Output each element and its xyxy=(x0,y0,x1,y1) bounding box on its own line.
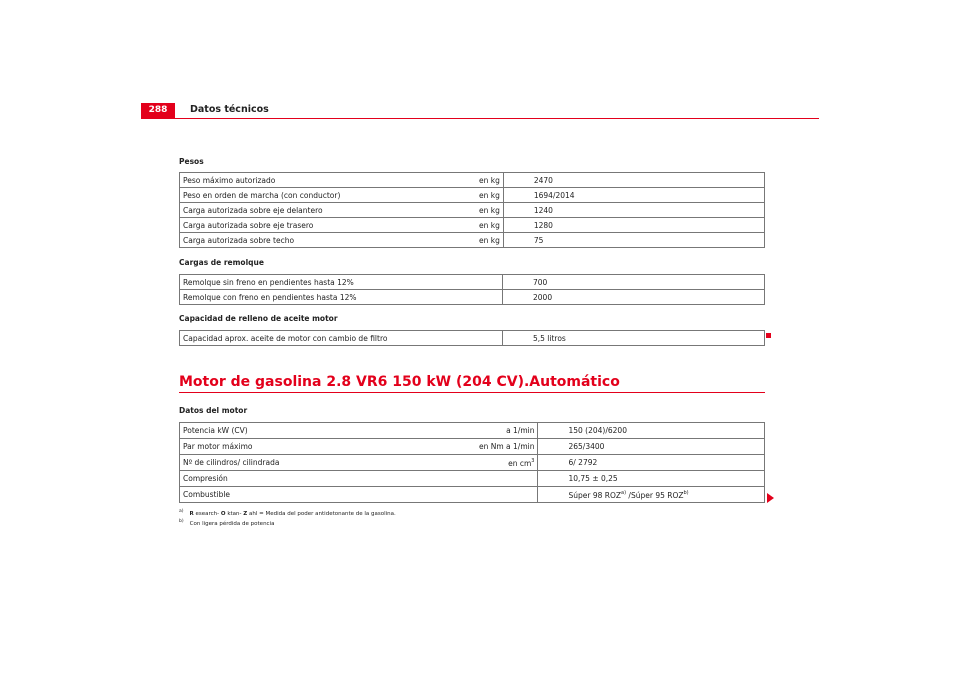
row-unit xyxy=(476,331,503,346)
pesos-table xyxy=(179,172,765,248)
remolque-table xyxy=(179,274,765,305)
row-value: 75 xyxy=(503,233,764,248)
fuel-95: /Súper 95 ROZ xyxy=(626,490,684,500)
footnote-ref-a: a) xyxy=(621,489,627,496)
row-unit: en Nm a 1/min xyxy=(476,439,538,455)
footnote-ref-b: b) xyxy=(683,489,689,496)
table-row xyxy=(180,218,765,233)
unit-text: en cm xyxy=(508,458,532,468)
fn-bold: R xyxy=(189,511,194,517)
table-row xyxy=(180,203,765,218)
row-value: 265/3400 xyxy=(538,439,765,455)
row-value xyxy=(538,487,765,503)
unit-superscript: 3 xyxy=(531,457,535,464)
table-row xyxy=(180,455,765,471)
row-value: 5,5 litros xyxy=(503,331,765,346)
footnote-b xyxy=(179,519,274,527)
section-heading-pesos: Pesos xyxy=(179,157,204,166)
row-label: Capacidad aprox. aceite de motor con cambio de filtro xyxy=(180,331,477,346)
fn-text: ahl = Medida del poder antidetonante de la gasolina. xyxy=(247,511,396,517)
row-label: Carga autorizada sobre eje trasero xyxy=(180,218,477,233)
row-unit xyxy=(476,471,538,487)
row-unit xyxy=(476,275,503,290)
row-value: 1280 xyxy=(503,218,764,233)
row-value: 2470 xyxy=(503,173,764,188)
fn-text: esearch- xyxy=(193,511,221,517)
table-row xyxy=(180,331,765,346)
row-label: Compresión xyxy=(180,471,477,487)
header-rule xyxy=(141,118,819,119)
row-label: Carga autorizada sobre eje delantero xyxy=(180,203,477,218)
table-row xyxy=(180,471,765,487)
row-unit xyxy=(476,487,538,503)
fn-bold: O xyxy=(220,511,226,517)
row-unit: en kg xyxy=(476,188,503,203)
row-value: 10,75 ± 0,25 xyxy=(538,471,765,487)
row-label: Peso en orden de marcha (con conductor) xyxy=(180,188,477,203)
row-label: Par motor máximo xyxy=(180,439,477,455)
aceite-table xyxy=(179,330,765,346)
row-unit: en kg xyxy=(476,233,503,248)
table-row xyxy=(180,439,765,455)
row-value: 6/ 2792 xyxy=(538,455,765,471)
footnote-a xyxy=(179,509,396,517)
row-unit: a 1/min xyxy=(476,423,538,439)
page-title: Datos técnicos xyxy=(190,104,269,115)
continue-arrow-icon xyxy=(767,493,774,503)
table-row xyxy=(180,423,765,439)
fn-text: ktan- xyxy=(225,511,244,517)
fuel-98: Súper 98 ROZ xyxy=(568,490,622,500)
table-row xyxy=(180,275,765,290)
page-number: 288 xyxy=(141,103,175,118)
section-heading-aceite: Capacidad de relleno de aceite motor xyxy=(179,314,338,323)
row-label: Potencia kW (CV) xyxy=(180,423,477,439)
row-value: 1240 xyxy=(503,203,764,218)
fn-bold: Z xyxy=(243,511,248,517)
row-label: Combustible xyxy=(180,487,477,503)
row-label: Remolque con freno en pendientes hasta 12% xyxy=(180,290,477,305)
row-label: Peso máximo autorizado xyxy=(180,173,477,188)
footnote-marker: a) xyxy=(179,509,184,514)
row-unit: en kg xyxy=(476,203,503,218)
row-value: 2000 xyxy=(503,290,765,305)
table-row xyxy=(180,173,765,188)
row-label: Nº de cilindros/ cilindrada xyxy=(180,455,477,471)
section-heading-remolque: Cargas de remolque xyxy=(179,258,264,267)
table-row xyxy=(180,233,765,248)
heading-rule xyxy=(179,392,765,393)
section-end-icon xyxy=(766,333,771,338)
row-unit: en kg xyxy=(476,218,503,233)
row-label: Remolque sin freno en pendientes hasta 12% xyxy=(180,275,477,290)
row-unit xyxy=(476,290,503,305)
footnote-marker: b) xyxy=(179,519,184,524)
table-row xyxy=(180,188,765,203)
row-value: 700 xyxy=(503,275,765,290)
section-heading-motor: Datos del motor xyxy=(179,406,248,415)
row-unit xyxy=(476,455,538,471)
row-value: 150 (204)/6200 xyxy=(538,423,765,439)
table-row xyxy=(180,487,765,503)
row-value: 1694/2014 xyxy=(503,188,764,203)
table-row xyxy=(180,290,765,305)
fn-text: Con ligera pérdida de potencia xyxy=(189,521,275,527)
row-unit: en kg xyxy=(476,173,503,188)
motor-table xyxy=(179,422,765,503)
motor-heading: Motor de gasolina 2.8 VR6 150 kW (204 CV).Automático xyxy=(179,374,620,390)
row-label: Carga autorizada sobre techo xyxy=(180,233,477,248)
